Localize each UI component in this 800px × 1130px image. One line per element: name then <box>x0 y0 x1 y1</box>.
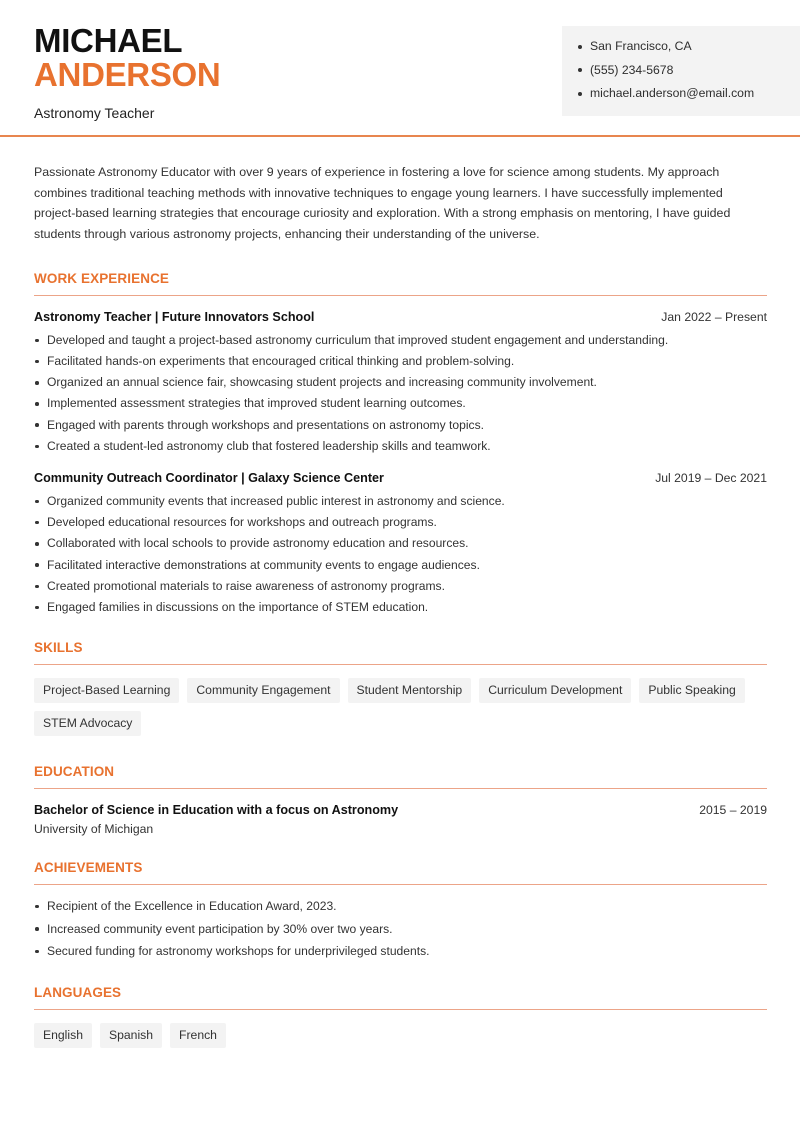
job-dates: Jul 2019 – Dec 2021 <box>655 470 767 485</box>
list-item <box>34 415 767 436</box>
list-item <box>34 436 767 457</box>
job-entry <box>34 471 767 618</box>
bullet-icon <box>578 92 582 96</box>
list-item <box>34 918 767 941</box>
resume-header <box>0 0 800 137</box>
bullet-icon <box>578 45 582 49</box>
list-item <box>34 512 767 533</box>
bullet-text: Engaged with parents through workshops and presentations on astronomy topics. <box>47 417 484 432</box>
last-name: ANDERSON <box>34 56 221 93</box>
languages-section <box>34 985 767 1048</box>
bullet-icon <box>35 500 39 504</box>
education-entry <box>34 803 767 836</box>
bullet-text: Implemented assessment strategies that improved student learning outcomes. <box>47 396 466 411</box>
bullet-icon <box>35 339 39 343</box>
list-item <box>34 351 767 372</box>
name-block <box>34 24 220 121</box>
resume-body <box>34 162 767 1048</box>
bullet-icon <box>35 927 39 931</box>
job-header <box>34 471 767 485</box>
education-header <box>34 803 767 817</box>
skill-chip: Student Mentorship <box>348 678 472 703</box>
list-item <box>34 372 767 393</box>
section-title-achievements: ACHIEVEMENTS <box>34 860 767 885</box>
job-dates: Jan 2022 – Present <box>661 309 767 324</box>
work-experience-section <box>34 271 767 618</box>
languages-chips <box>34 1023 767 1048</box>
list-item <box>34 576 767 597</box>
job-title: Astronomy Teacher <box>34 105 155 121</box>
job-header <box>34 310 767 324</box>
skill-chip: Project-Based Learning <box>34 678 179 703</box>
education-section <box>34 764 767 836</box>
school: University of Michigan <box>34 822 154 837</box>
list-item <box>34 533 767 554</box>
bullet-icon <box>35 445 39 449</box>
list-item <box>34 895 767 918</box>
bullet-text: Created a student-led astronomy club that fostered leadership skills and teamwork. <box>47 438 491 453</box>
email-text: michael.anderson@email.com <box>590 86 755 100</box>
bullet-icon <box>35 950 39 954</box>
skill-chip: Community Engagement <box>187 678 339 703</box>
bullet-icon <box>35 585 39 589</box>
bullet-icon <box>578 68 582 72</box>
skills-section <box>34 640 767 736</box>
achievement-text: Secured funding for astronomy workshops for underprivileged students. <box>47 944 430 959</box>
bullet-text: Developed educational resources for workshops and outreach programs. <box>47 515 437 530</box>
achievement-text: Increased community event participation by 30% over two years. <box>47 921 393 936</box>
language-chip: Spanish <box>100 1023 162 1048</box>
job-role: Community Outreach Coordinator | Galaxy Science Center <box>34 470 384 485</box>
achievements-section <box>34 860 767 963</box>
first-name: MICHAEL <box>34 22 183 59</box>
bullet-text: Created promotional materials to raise awareness of astronomy programs. <box>47 578 445 593</box>
job-bullets <box>34 491 767 618</box>
phone-text: (555) 234-5678 <box>590 62 674 77</box>
language-chip: English <box>34 1023 92 1048</box>
bullet-text: Organized community events that increased public interest in astronomy and science. <box>47 493 505 508</box>
achievements-list <box>34 895 767 963</box>
job-role: Astronomy Teacher | Future Innovators School <box>34 309 315 324</box>
section-title-education: EDUCATION <box>34 764 767 789</box>
skill-chip: Public Speaking <box>639 678 744 703</box>
bullet-icon <box>35 360 39 364</box>
bullet-icon <box>35 905 39 909</box>
contact-phone <box>578 59 800 83</box>
list-item <box>34 940 767 963</box>
section-title-work-experience: WORK EXPERIENCE <box>34 271 767 296</box>
bullet-text: Facilitated interactive demonstrations at community events to engage audiences. <box>47 557 480 572</box>
bullet-icon <box>35 542 39 546</box>
degree: Bachelor of Science in Education with a focus on Astronomy <box>34 803 399 818</box>
list-item <box>34 491 767 512</box>
bullet-icon <box>35 563 39 567</box>
job-bullets <box>34 330 767 457</box>
bullet-text: Organized an annual science fair, showcasing student projects and increasing community involvement. <box>47 375 597 390</box>
contact-box <box>562 26 800 116</box>
contact-location <box>578 35 800 59</box>
job-entry <box>34 310 767 457</box>
skill-chip: STEM Advocacy <box>34 711 141 736</box>
location-text: San Francisco, CA <box>590 39 692 53</box>
language-chip: French <box>170 1023 226 1048</box>
list-item <box>34 393 767 414</box>
bullet-text: Developed and taught a project-based astronomy curriculum that improved student engagement and understanding. <box>47 332 669 347</box>
skills-chips <box>34 678 767 736</box>
bullet-text: Facilitated hands-on experiments that encouraged critical thinking and problem-solving. <box>47 354 515 368</box>
list-item <box>34 555 767 576</box>
bullet-icon <box>35 606 39 610</box>
section-title-skills: SKILLS <box>34 640 767 665</box>
bullet-icon <box>35 423 39 427</box>
bullet-icon <box>35 381 39 385</box>
summary: Passionate Astronomy Educator with over 9 years of experience in fostering a love for science among students. My approach combines traditional teaching methods with innovative techniques to engage young learners. I have successfully implemented project-based learning strategies that encourage curiosity and exploration. With a strong emphasis on mentoring, I have guided students through various astronomy projects, enhancing their understanding of the universe. <box>34 165 731 242</box>
bullet-icon <box>35 402 39 406</box>
list-item <box>34 330 767 351</box>
contact-email <box>578 82 800 106</box>
skill-chip: Curriculum Development <box>479 678 631 703</box>
section-title-languages: LANGUAGES <box>34 985 767 1010</box>
bullet-text: Collaborated with local schools to provide astronomy education and resources. <box>47 536 469 551</box>
bullet-icon <box>35 521 39 525</box>
bullet-text: Engaged families in discussions on the importance of STEM education. <box>47 599 429 614</box>
list-item <box>34 597 767 618</box>
education-dates: 2015 – 2019 <box>699 803 767 818</box>
achievement-text: Recipient of the Excellence in Education Award, 2023. <box>47 899 337 914</box>
